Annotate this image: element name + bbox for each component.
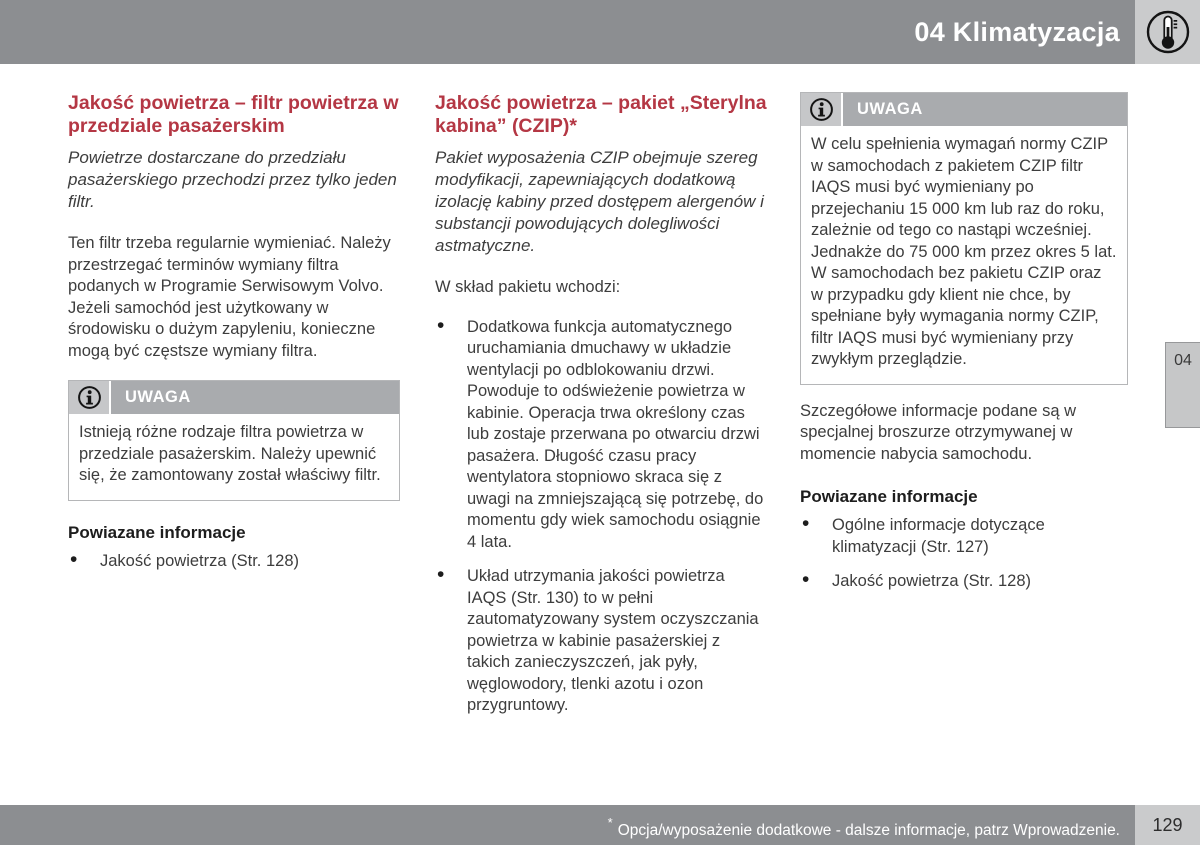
thermometer-icon xyxy=(1145,9,1191,55)
section-body: Szczegółowe informacje podane są w specjalnej broszurze otrzymywanej w momencie nabycia samochodu. xyxy=(800,401,1077,463)
info-icon xyxy=(77,385,102,410)
footnote-text: Opcja/wyposażenie dodatkowe - dalsze informacje, patrz Wprowadzenie. xyxy=(617,822,1120,840)
package-item: • Dodatkowa funkcja automatycznego uruchamiania dmuchawy w układzie wentylacji po odblokowaniu drzwi. Powoduje to odświeżenie powietrza w kabinie. Operacja trwa określony czas lub zostaje przerwana po otwarciu drzwi pasażera. Długość czasu pracy wentylatora stopniowo skraca się z uwagi na zmniejszającą się potrzebę, do momentu gdy wiek samochodu osiągnie 4 lata. xyxy=(435,317,767,554)
related-link: • Jakość powietrza (Str. 128) xyxy=(68,551,400,573)
info-icon-cell xyxy=(69,381,111,414)
chapter-tab-label: 04 xyxy=(1174,352,1192,369)
column-right xyxy=(800,92,1128,606)
chapter-icon-box xyxy=(1135,0,1200,64)
section-heading-czip: Jakość powietrza – pakiet „Sterylna kabina” (CZIP)* xyxy=(435,92,767,137)
note-header xyxy=(801,93,1127,126)
related-link: • Ogólne informacje dotyczące klimatyzacji (Str. 127) xyxy=(800,515,1128,558)
related-info-heading: Powiazane informacje xyxy=(800,487,978,506)
section-heading-filter: Jakość powietrza – filtr powietrza w przedziale pasażerskim xyxy=(68,92,399,137)
note-label: UWAGA xyxy=(111,381,399,414)
section-lead: Powietrze dostarczane do przedziału pasażerskiego przechodzi przez tylko jeden filtr. xyxy=(68,148,397,211)
package-item: • Układ utrzymania jakości powietrza IAQS (Str. 130) to w pełni zautomatyzowany system oczyszczania powietrza w kabinie pasażerskiej z takich zanieczyszczeń, jak pyły, węglowodory, tlenki azotu i ozon przygruntowy. xyxy=(435,566,767,717)
asterisk-mark: * xyxy=(607,815,613,830)
info-icon xyxy=(809,97,834,122)
package-list xyxy=(435,317,767,717)
page-number: 129 xyxy=(1135,805,1200,845)
page-footer xyxy=(0,805,1200,845)
option-footnote xyxy=(608,805,1120,845)
related-link: • Jakość powietrza (Str. 128) xyxy=(800,571,1128,593)
package-intro: W skład pakietu wchodzi: xyxy=(435,278,621,296)
related-info-list xyxy=(800,515,1128,593)
chapter-side-tab xyxy=(1165,342,1200,428)
section-lead: Pakiet wyposażenia CZIP obejmuje szereg modyfikacji, zapewniających dodatkową izolację kabiny przed dostępem alergenów i substancji powodujących dolegliwości astmatyczne. xyxy=(435,148,764,255)
note-text: Istnieją różne rodzaje filtra powietrza w przedziale pasażerskim. Należy upewnić się, że zamontowany został właściwy filtr. xyxy=(79,423,381,484)
note-label: UWAGA xyxy=(843,93,1127,126)
related-info-list xyxy=(68,551,400,573)
note-text: W celu spełnienia wymagań normy CZIP w samochodach z pakietem CZIP filtr IAQS musi być wymieniany po przejechaniu 15 000 km lub raz do roku, zależnie od tego co nastąpi wcześniej. Jednakże do 75 000 km przez okres 5 lat. W samochodach bez pakietu CZIP oraz w przypadku gdy klient nie chce, by spełniane były wymagania normy CZIP, filtr IAQS musi być wymieniany przy zwykłym przeglądzie. xyxy=(811,135,1117,368)
column-left xyxy=(68,92,400,585)
page-header xyxy=(0,0,1200,64)
note-header xyxy=(69,381,399,414)
chapter-title: 04 Klimatyzacja xyxy=(914,17,1120,47)
column-middle xyxy=(435,92,767,730)
info-icon-cell xyxy=(801,93,843,126)
note-box xyxy=(800,92,1128,385)
note-box xyxy=(68,380,400,501)
section-body: Ten filtr trzeba regularnie wymieniać. Należy przestrzegać terminów wymiany filtra podanych w Programie Serwisowym Volvo. Jeżeli samochód jest użytkowany w środowisku o dużym zapyleniu, konieczne mogą być częstsze wymiany filtra. xyxy=(68,234,391,360)
related-info-heading: Powiazane informacje xyxy=(68,522,246,542)
